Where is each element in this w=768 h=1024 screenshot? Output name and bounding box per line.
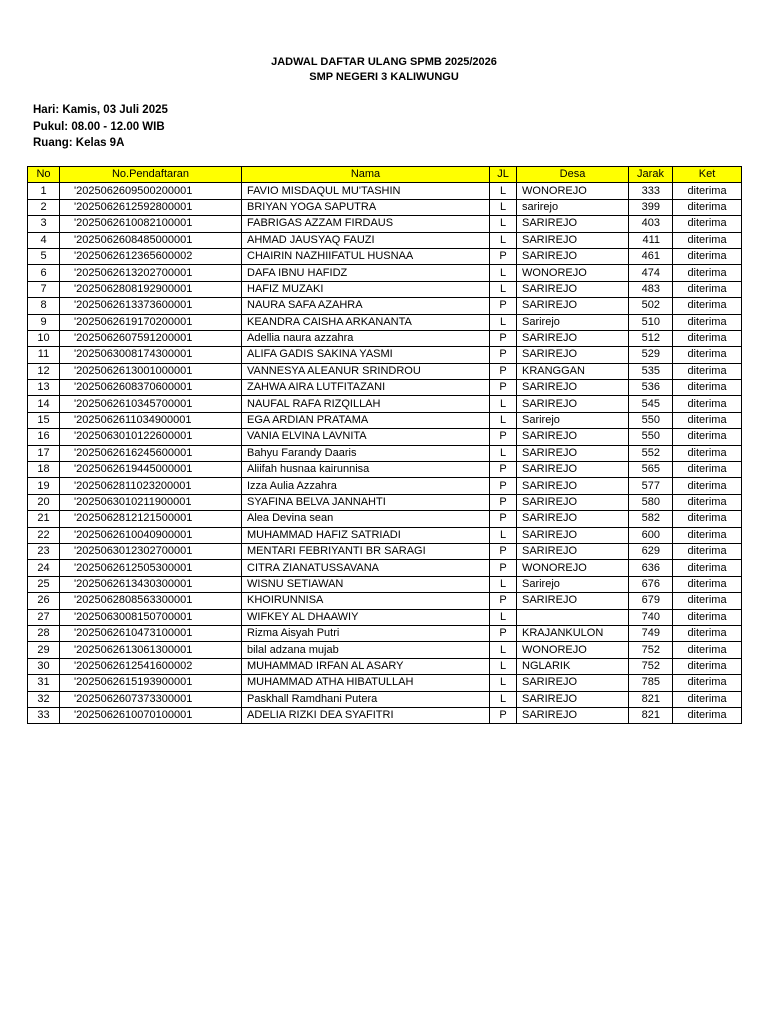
table-row (28, 593, 742, 609)
row-number-cell: 32 (28, 691, 60, 707)
status-cell: diterima (673, 281, 742, 297)
row-number-cell: 15 (28, 412, 60, 428)
registration-number-cell: '2025063010211900001 (60, 494, 242, 510)
table-row (28, 232, 742, 248)
registration-number-cell: '2025062619170200001 (60, 314, 242, 330)
village-cell: WONOREJO (517, 560, 629, 576)
registration-number-cell: '2025063012302700001 (60, 543, 242, 559)
distance-cell: 399 (629, 199, 673, 215)
status-cell: diterima (673, 609, 742, 625)
student-name-cell: bilal adzana mujab (242, 642, 490, 658)
registration-number-cell: '2025062610040900001 (60, 527, 242, 543)
status-cell: diterima (673, 429, 742, 445)
status-cell: diterima (673, 199, 742, 215)
distance-cell: 679 (629, 593, 673, 609)
student-name-cell: Paskhall Ramdhani Putera (242, 691, 490, 707)
gender-cell: P (490, 248, 517, 264)
table-row (28, 658, 742, 674)
village-cell: WONOREJO (517, 265, 629, 281)
registration-number-cell: '2025062613430300001 (60, 576, 242, 592)
status-cell: diterima (673, 248, 742, 264)
status-cell: diterima (673, 330, 742, 346)
registration-number-cell: '2025062811023200001 (60, 478, 242, 494)
row-number-cell: 2 (28, 199, 60, 215)
gender-cell: P (490, 462, 517, 478)
registration-number-cell: '2025062612365600002 (60, 248, 242, 264)
student-name-cell: VANNESYA ALEANUR SRINDROU (242, 363, 490, 379)
status-cell: diterima (673, 412, 742, 428)
status-cell: diterima (673, 396, 742, 412)
status-cell: diterima (673, 494, 742, 510)
student-name-cell: MENTARI FEBRIYANTI BR SARAGI (242, 543, 490, 559)
row-number-cell: 21 (28, 511, 60, 527)
status-cell: diterima (673, 625, 742, 641)
distance-cell: 565 (629, 462, 673, 478)
student-name-cell: Izza Aulia Azzahra (242, 478, 490, 494)
registration-number-cell: '2025062619445000001 (60, 462, 242, 478)
status-cell: diterima (673, 543, 742, 559)
distance-cell: 461 (629, 248, 673, 264)
gender-cell: L (490, 199, 517, 215)
table-row (28, 478, 742, 494)
gender-cell: L (490, 691, 517, 707)
student-name-cell: MUHAMMAD HAFIZ SATRIADI (242, 527, 490, 543)
registration-number-cell: '2025062609500200001 (60, 183, 242, 199)
gender-cell: L (490, 232, 517, 248)
table-row (28, 347, 742, 363)
status-cell: diterima (673, 380, 742, 396)
school-name: SMP NEGERI 3 KALIWUNGU (309, 71, 459, 83)
row-number-cell: 26 (28, 593, 60, 609)
registration-number-cell: '2025062612505300001 (60, 560, 242, 576)
row-number-cell: 7 (28, 281, 60, 297)
row-number-cell: 30 (28, 658, 60, 674)
schedule-room: Ruang: Kelas 9A (33, 137, 125, 149)
registration-number-cell: '2025062612592800001 (60, 199, 242, 215)
row-number-cell: 10 (28, 330, 60, 346)
student-name-cell: NAURA SAFA AZAHRA (242, 298, 490, 314)
student-name-cell: WISNU SETIAWAN (242, 576, 490, 592)
row-number-cell: 25 (28, 576, 60, 592)
distance-cell: 510 (629, 314, 673, 330)
status-cell: diterima (673, 183, 742, 199)
distance-cell: 582 (629, 511, 673, 527)
row-number-cell: 19 (28, 478, 60, 494)
table-row (28, 494, 742, 510)
village-cell: KRAJANKULON (517, 625, 629, 641)
distance-cell: 550 (629, 429, 673, 445)
student-name-cell: Alea Devina sean (242, 511, 490, 527)
registration-number-cell: '2025063008150700001 (60, 609, 242, 625)
table-row (28, 298, 742, 314)
gender-cell: L (490, 658, 517, 674)
village-cell: NGLARIK (517, 658, 629, 674)
schedule-day: Hari: Kamis, 03 Juli 2025 (33, 104, 168, 116)
row-number-cell: 11 (28, 347, 60, 363)
village-cell: Sarirejo (517, 576, 629, 592)
gender-cell: P (490, 478, 517, 494)
gender-cell: P (490, 511, 517, 527)
distance-cell: 580 (629, 494, 673, 510)
gender-cell: P (490, 625, 517, 641)
distance-cell: 535 (629, 363, 673, 379)
gender-cell: L (490, 412, 517, 428)
village-cell: SARIREJO (517, 445, 629, 461)
distance-cell: 545 (629, 396, 673, 412)
village-cell: SARIREJO (517, 429, 629, 445)
village-cell: SARIREJO (517, 380, 629, 396)
student-name-cell: FABRIGAS AZZAM FIRDAUS (242, 216, 490, 232)
document-title: JADWAL DAFTAR ULANG SPMB 2025/2026 (271, 56, 497, 68)
registration-table (27, 166, 742, 724)
village-cell: SARIREJO (517, 593, 629, 609)
village-cell: WONOREJO (517, 183, 629, 199)
student-name-cell: BRIYAN YOGA SAPUTRA (242, 199, 490, 215)
status-cell: diterima (673, 560, 742, 576)
gender-cell: P (490, 429, 517, 445)
gender-cell: L (490, 609, 517, 625)
village-cell: SARIREJO (517, 691, 629, 707)
distance-cell: 512 (629, 330, 673, 346)
table-row (28, 396, 742, 412)
gender-cell: P (490, 380, 517, 396)
table-row (28, 609, 742, 625)
table-row (28, 560, 742, 576)
registration-number-cell: '2025062808192900001 (60, 281, 242, 297)
gender-cell: L (490, 396, 517, 412)
registration-number-cell: '2025063010122600001 (60, 429, 242, 445)
column-header-registration-number: No.Pendaftaran (60, 167, 242, 183)
registration-number-cell: '2025062615193900001 (60, 675, 242, 691)
distance-cell: 752 (629, 658, 673, 674)
student-name-cell: Aliifah husnaa kairunnisa (242, 462, 490, 478)
registration-number-cell: '2025062613373600001 (60, 298, 242, 314)
table-row (28, 691, 742, 707)
distance-cell: 550 (629, 412, 673, 428)
document-title-block (0, 55, 768, 85)
village-cell: SARIREJO (517, 396, 629, 412)
gender-cell: L (490, 445, 517, 461)
row-number-cell: 8 (28, 298, 60, 314)
row-number-cell: 14 (28, 396, 60, 412)
table-row (28, 216, 742, 232)
row-number-cell: 20 (28, 494, 60, 510)
table-row (28, 380, 742, 396)
distance-cell: 752 (629, 642, 673, 658)
status-cell: diterima (673, 527, 742, 543)
student-name-cell: SYAFINA BELVA JANNAHTI (242, 494, 490, 510)
student-name-cell: AHMAD JAUSYAQ FAUZI (242, 232, 490, 248)
gender-cell: L (490, 527, 517, 543)
student-name-cell: CITRA ZIANATUSSAVANA (242, 560, 490, 576)
registration-number-cell: '2025062616245600001 (60, 445, 242, 461)
gender-cell: P (490, 593, 517, 609)
row-number-cell: 31 (28, 675, 60, 691)
schedule-info (33, 102, 168, 152)
distance-cell: 502 (629, 298, 673, 314)
village-cell: SARIREJO (517, 527, 629, 543)
row-number-cell: 27 (28, 609, 60, 625)
status-cell: diterima (673, 511, 742, 527)
registration-number-cell: '2025062812121500001 (60, 511, 242, 527)
distance-cell: 785 (629, 675, 673, 691)
village-cell: SARIREJO (517, 330, 629, 346)
village-cell: SARIREJO (517, 281, 629, 297)
column-header-no: No (28, 167, 60, 183)
student-name-cell: MUHAMMAD IRFAN AL ASARY (242, 658, 490, 674)
row-number-cell: 17 (28, 445, 60, 461)
status-cell: diterima (673, 691, 742, 707)
status-cell: diterima (673, 363, 742, 379)
column-header-name: Nama (242, 167, 490, 183)
registration-number-cell: '2025062613001000001 (60, 363, 242, 379)
status-cell: diterima (673, 478, 742, 494)
status-cell: diterima (673, 445, 742, 461)
table-row (28, 707, 742, 723)
distance-cell: 552 (629, 445, 673, 461)
row-number-cell: 18 (28, 462, 60, 478)
gender-cell: L (490, 265, 517, 281)
row-number-cell: 12 (28, 363, 60, 379)
table-row (28, 314, 742, 330)
table-row (28, 429, 742, 445)
row-number-cell: 9 (28, 314, 60, 330)
student-name-cell: DAFA IBNU HAFIDZ (242, 265, 490, 281)
row-number-cell: 29 (28, 642, 60, 658)
column-header-status: Ket (673, 167, 742, 183)
status-cell: diterima (673, 576, 742, 592)
gender-cell: L (490, 314, 517, 330)
row-number-cell: 16 (28, 429, 60, 445)
distance-cell: 577 (629, 478, 673, 494)
status-cell: diterima (673, 216, 742, 232)
village-cell: SARIREJO (517, 216, 629, 232)
student-name-cell: KHOIRUNNISA (242, 593, 490, 609)
table-row (28, 445, 742, 461)
distance-cell: 536 (629, 380, 673, 396)
schedule-time: Pukul: 08.00 - 12.00 WIB (33, 120, 165, 133)
table-row (28, 412, 742, 428)
student-name-cell: ALIFA GADIS SAKINA YASMI (242, 347, 490, 363)
gender-cell: L (490, 281, 517, 297)
registration-number-cell: '2025062613202700001 (60, 265, 242, 281)
student-name-cell: MUHAMMAD ATHA HIBATULLAH (242, 675, 490, 691)
village-cell (517, 609, 629, 625)
table-body (28, 183, 742, 724)
village-cell: Sarirejo (517, 412, 629, 428)
table-row (28, 527, 742, 543)
village-cell: sarirejo (517, 199, 629, 215)
registration-number-cell: '2025062611034900001 (60, 412, 242, 428)
distance-cell: 529 (629, 347, 673, 363)
registration-number-cell: '2025062610473100001 (60, 625, 242, 641)
table-row (28, 183, 742, 199)
student-name-cell: ZAHWA AIRA LUTFITAZANI (242, 380, 490, 396)
registration-number-cell: '2025062610082100001 (60, 216, 242, 232)
student-name-cell: Rizma Aisyah Putri (242, 625, 490, 641)
gender-cell: P (490, 707, 517, 723)
registration-number-cell: '2025063008174300001 (60, 347, 242, 363)
distance-cell: 411 (629, 232, 673, 248)
row-number-cell: 22 (28, 527, 60, 543)
registration-number-cell: '2025062607591200001 (60, 330, 242, 346)
status-cell: diterima (673, 675, 742, 691)
gender-cell: P (490, 560, 517, 576)
table-row (28, 281, 742, 297)
row-number-cell: 24 (28, 560, 60, 576)
registration-number-cell: '2025062607373300001 (60, 691, 242, 707)
row-number-cell: 3 (28, 216, 60, 232)
distance-cell: 483 (629, 281, 673, 297)
distance-cell: 629 (629, 543, 673, 559)
registration-number-cell: '2025062610070100001 (60, 707, 242, 723)
village-cell: SARIREJO (517, 511, 629, 527)
gender-cell: L (490, 642, 517, 658)
gender-cell: P (490, 494, 517, 510)
table-row (28, 543, 742, 559)
row-number-cell: 23 (28, 543, 60, 559)
student-name-cell: CHAIRIN NAZHIIFATUL HUSNAA (242, 248, 490, 264)
table-row (28, 576, 742, 592)
table-row (28, 511, 742, 527)
distance-cell: 403 (629, 216, 673, 232)
table-row (28, 625, 742, 641)
registration-number-cell: '2025062608370600001 (60, 380, 242, 396)
village-cell: SARIREJO (517, 675, 629, 691)
registration-number-cell: '2025062608485000001 (60, 232, 242, 248)
registration-number-cell: '2025062808563300001 (60, 593, 242, 609)
row-number-cell: 1 (28, 183, 60, 199)
village-cell: SARIREJO (517, 543, 629, 559)
distance-cell: 821 (629, 707, 673, 723)
village-cell: SARIREJO (517, 478, 629, 494)
gender-cell: L (490, 576, 517, 592)
gender-cell: L (490, 183, 517, 199)
student-name-cell: HAFIZ MUZAKI (242, 281, 490, 297)
table-row (28, 642, 742, 658)
row-number-cell: 13 (28, 380, 60, 396)
status-cell: diterima (673, 642, 742, 658)
gender-cell: L (490, 216, 517, 232)
distance-cell: 636 (629, 560, 673, 576)
village-cell: SARIREJO (517, 347, 629, 363)
village-cell: SARIREJO (517, 298, 629, 314)
student-name-cell: EGA ARDIAN PRATAMA (242, 412, 490, 428)
table-row (28, 363, 742, 379)
status-cell: diterima (673, 265, 742, 281)
village-cell: SARIREJO (517, 494, 629, 510)
table-header-row (28, 167, 742, 183)
village-cell: WONOREJO (517, 642, 629, 658)
distance-cell: 749 (629, 625, 673, 641)
row-number-cell: 4 (28, 232, 60, 248)
status-cell: diterima (673, 462, 742, 478)
status-cell: diterima (673, 593, 742, 609)
student-name-cell: VANIA ELVINA LAVNITA (242, 429, 490, 445)
gender-cell: L (490, 675, 517, 691)
table-row (28, 199, 742, 215)
table-row (28, 462, 742, 478)
distance-cell: 333 (629, 183, 673, 199)
village-cell: SARIREJO (517, 232, 629, 248)
village-cell: SARIREJO (517, 707, 629, 723)
village-cell: SARIREJO (517, 462, 629, 478)
gender-cell: P (490, 330, 517, 346)
column-header-distance: Jarak (629, 167, 673, 183)
distance-cell: 821 (629, 691, 673, 707)
student-name-cell: KEANDRA CAISHA ARKANANTA (242, 314, 490, 330)
registration-number-cell: '2025062612541600002 (60, 658, 242, 674)
table-row (28, 248, 742, 264)
table-row (28, 330, 742, 346)
gender-cell: P (490, 298, 517, 314)
row-number-cell: 6 (28, 265, 60, 281)
table-row (28, 265, 742, 281)
village-cell: KRANGGAN (517, 363, 629, 379)
distance-cell: 740 (629, 609, 673, 625)
student-name-cell: WIFKEY AL DHAAWIY (242, 609, 490, 625)
distance-cell: 676 (629, 576, 673, 592)
column-header-gender: JL (490, 167, 517, 183)
student-name-cell: FAVIO MISDAQUL MU'TASHIN (242, 183, 490, 199)
village-cell: SARIREJO (517, 248, 629, 264)
table-row (28, 675, 742, 691)
student-name-cell: NAUFAL RAFA RIZQILLAH (242, 396, 490, 412)
row-number-cell: 5 (28, 248, 60, 264)
status-cell: diterima (673, 298, 742, 314)
student-name-cell: Bahyu Farandy Daaris (242, 445, 490, 461)
distance-cell: 474 (629, 265, 673, 281)
status-cell: diterima (673, 314, 742, 330)
status-cell: diterima (673, 232, 742, 248)
registration-number-cell: '2025062610345700001 (60, 396, 242, 412)
distance-cell: 600 (629, 527, 673, 543)
row-number-cell: 28 (28, 625, 60, 641)
gender-cell: P (490, 347, 517, 363)
student-name-cell: Adellia naura azzahra (242, 330, 490, 346)
village-cell: Sarirejo (517, 314, 629, 330)
column-header-village: Desa (517, 167, 629, 183)
status-cell: diterima (673, 707, 742, 723)
row-number-cell: 33 (28, 707, 60, 723)
gender-cell: P (490, 543, 517, 559)
student-name-cell: ADELIA RIZKI DEA SYAFITRI (242, 707, 490, 723)
status-cell: diterima (673, 347, 742, 363)
registration-number-cell: '2025062613061300001 (60, 642, 242, 658)
gender-cell: P (490, 363, 517, 379)
status-cell: diterima (673, 658, 742, 674)
